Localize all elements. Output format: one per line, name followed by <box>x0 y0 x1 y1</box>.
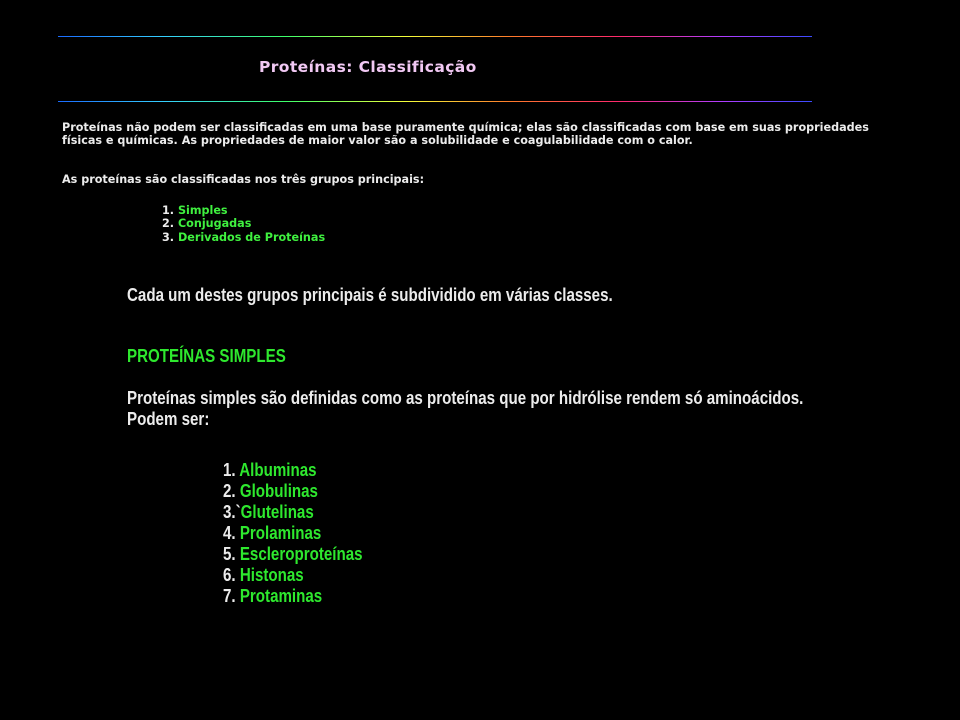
class-glutelinas: Glutelinas <box>240 502 314 522</box>
list-item <box>223 523 363 544</box>
page-title: Proteínas: Classificação <box>259 58 477 76</box>
main-groups-list <box>162 204 325 244</box>
list-item <box>162 231 325 244</box>
group-conjugadas: Conjugadas <box>177 217 252 231</box>
list-item-number: 3. <box>162 230 175 244</box>
class-histonas: Histonas <box>239 565 304 585</box>
simples-classes-list <box>223 460 363 607</box>
bottom-rainbow-rule <box>58 101 812 102</box>
simples-definition-line1: Proteínas simples são definidas como as proteínas que por hidrólise rendem só aminoácidos. <box>127 388 804 408</box>
list-item <box>223 502 363 523</box>
list-item-number: 4. <box>223 523 236 543</box>
subdivision-text: Cada um destes grupos principais é subdividido em várias classes. <box>127 285 613 305</box>
list-item <box>223 481 363 502</box>
simples-definition-line2: Podem ser: <box>127 409 210 429</box>
list-item <box>223 544 363 565</box>
class-escleroproteinas: Escleroproteínas <box>239 544 363 564</box>
group-derivados: Derivados de Proteínas <box>177 230 326 244</box>
list-item-number: 3.` <box>223 502 241 522</box>
simples-definition <box>127 388 803 430</box>
list-item <box>223 586 363 607</box>
class-protaminas: Protaminas <box>239 586 323 606</box>
class-prolaminas: Prolaminas <box>239 523 322 543</box>
list-item <box>223 460 363 481</box>
intro-paragraph: Proteínas não podem ser classificadas em uma base puramente química; elas são classificadas com base em suas propriedades físicas e químicas. As propriedades de maior valor são a solubilidade e coagulabilidade com o calor. <box>62 121 869 147</box>
list-item <box>223 565 363 586</box>
groups-intro-text: As proteínas são classificadas nos três grupos principais: <box>62 173 425 186</box>
list-item-number: 7. <box>223 586 236 606</box>
simples-heading: PROTEÍNAS SIMPLES <box>127 346 286 366</box>
list-item-number: 2. <box>162 217 175 231</box>
top-rainbow-rule <box>58 36 812 37</box>
list-item <box>162 217 325 230</box>
list-item-number: 2. <box>223 481 236 501</box>
class-albuminas: Albuminas <box>239 460 317 480</box>
class-globulinas: Globulinas <box>239 481 318 501</box>
list-item-number: 1. <box>162 204 175 217</box>
list-item-number: 5. <box>223 544 236 564</box>
group-simples: Simples <box>177 204 228 217</box>
list-item-number: 1. <box>223 460 236 480</box>
list-item <box>162 204 325 217</box>
list-item-number: 6. <box>223 565 236 585</box>
